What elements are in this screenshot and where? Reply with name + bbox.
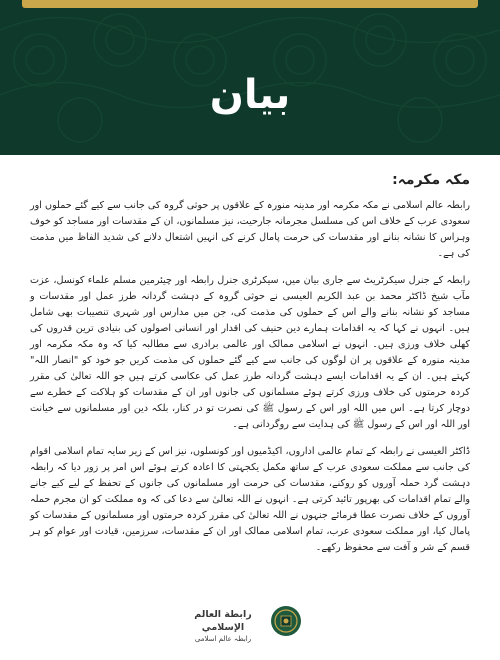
logo-urdu-name: رابطہ عالم اسلامی <box>194 635 252 643</box>
logo-wordmark <box>178 608 268 645</box>
statement-body <box>30 170 470 590</box>
mwl-seal-icon <box>270 605 302 637</box>
footer-logo <box>0 598 500 658</box>
logo-arabic-name: رابطة العالم الإسلامي <box>194 609 252 633</box>
paragraph-3: ڈاکٹر العیسی نے رابطہ کے تمام عالمی اداروں، اکیڈمیوں اور کونسلوں، نیز اس کے زیر سایہ تمام اسلامی اقوام کی جانب سے مملکت سعودی عرب کے ساتھ مکمل یکجہتی کا اعادہ کرتے ہوئے اس امر پر زور دیا کہ رابطہ دہشت گرد حملہ آوروں کو روکنے، مقدسات کی حرمت اور مسلمانوں کی جانوں کے تحفظ کے لیے کیے جانے والے تمام اقدامات کی بھرپور تائید کرتی ہے۔ انہوں نے اللہ تعالیٰ سے دعا کی کہ وہ مملکت کو ان مجرم حملہ آوروں کے خلاف نصرت عطا فرمائے جنہوں نے اللہ تعالیٰ کی مقرر کردہ حرمتوں اور مسلمانوں کے مقدسات کو پامال کیا، اور مملکت سعودی عرب، تمام اسلامی ممالک اور ان کے مقدسات، سرزمین، قیادت اور عوام کو ہر قسم کے شر و آفت سے محفوظ رکھے۔ <box>30 446 470 553</box>
dateline: مکہ مکرمہ: <box>392 172 470 188</box>
paragraph-1: رابطہ عالم اسلامی نے مکہ مکرمہ اور مدینہ منورہ کے علاقوں پر حوثی گروہ کی جانب سے کیے گئے حملوں اور سعودی عرب کے خلاف اس کی مسلسل مجرمانہ جارحیت، نیز مسلمانوں، ان کے مقدسات اور مساجد کو خوف وہراس کا نشانہ بنانے اور مقدسات کی حرمت پامال کرنے کی انہیں اشتعال دلانے کی شدید الفاظ میں مذمت کی ہے۔ <box>30 200 470 259</box>
page-title: بیان <box>209 72 291 118</box>
paragraph-2: رابطہ کے جنرل سیکرٹریٹ سے جاری بیان میں، سیکرٹری جنرل رابطہ اور چیئرمین مسلم علماء کونسل، عزت مآب شیخ ڈاکٹر محمد بن عبد الکریم العیسی نے حوثی گروہ کے دہشت گردانہ طرز عمل اور مقدسات و مساجد کو نشانہ بنانے والے اس کے حملوں کی مذمت کی، جن میں مدارس اور شہری تنصیبات بھی شامل ہیں۔ انہوں نے کہا کہ یہ اقدامات ہمارے دین حنیف کی اقدار اور انسانی اصولوں کی بنیادی ترین قدروں کی کھلی خلاف ورزی ہیں۔ انہوں نے اسلامی ممالک اور عالمی برادری سے مطالبہ کیا کہ وہ مکہ مکرمہ اور مدینہ منورہ کے علاقوں پر ان لوگوں کی جانب سے کیے گئے حملوں کی مذمت کریں جو خود کو "انصار اللہ" کہتے ہیں۔ ان کے یہ اقدامات ایسے دہشت گردانہ طرز عمل کی عکاسی کرتے ہیں جو اللہ تعالیٰ کی مقرر کردہ حرمتوں کی خلاف ورزی کرتے ہوئے مسلمانوں کی جانوں اور ان کے مقدسات کو ہلاکت کے خطرے سے دوچار کرتا ہے۔ اس میں اللہ اور اس کے رسول ﷺ کی نصرت تو در کنار، بلکہ دین اور مسلمانوں سے خیانت اور اللہ اور اس کے رسول ﷺ کی ہدایت سے روگردانی ہے۔ <box>30 275 470 430</box>
header-banner <box>0 0 500 155</box>
